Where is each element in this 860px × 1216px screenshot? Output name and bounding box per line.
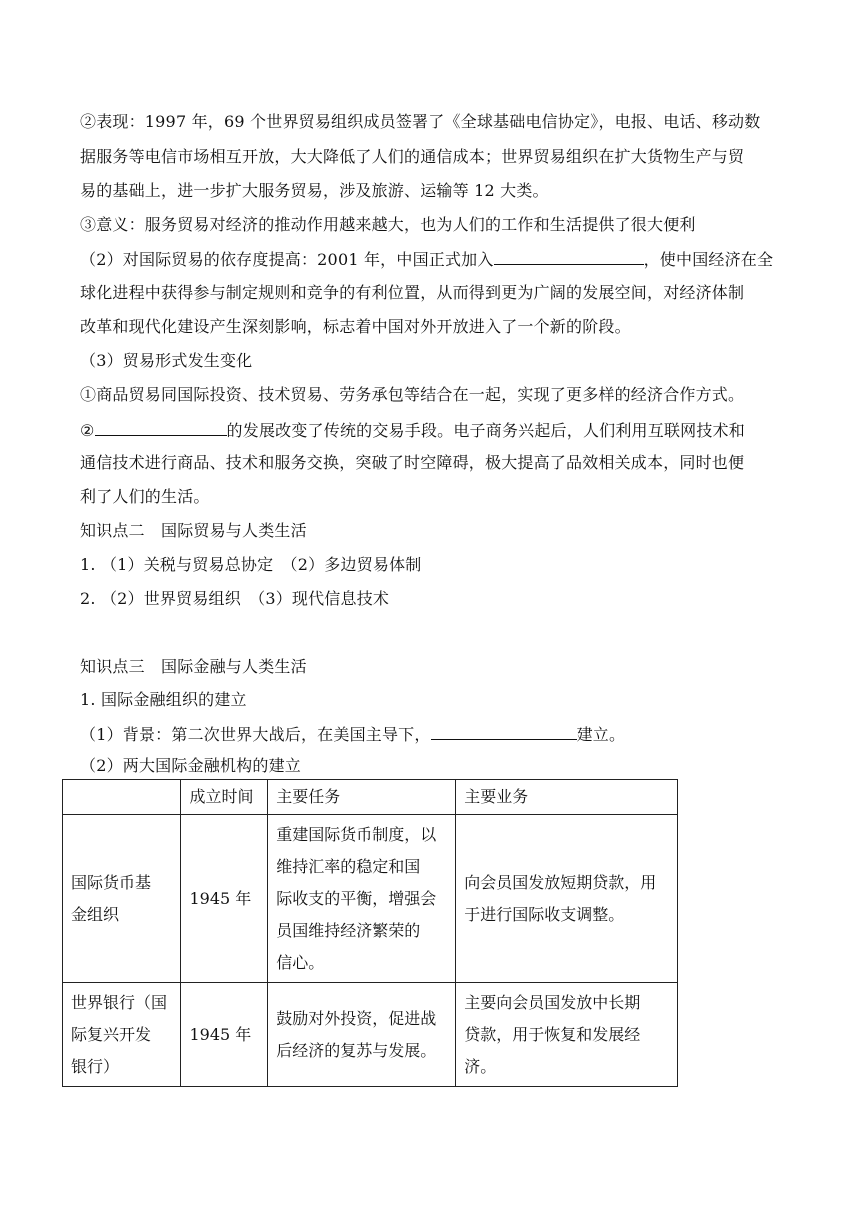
text-line: 利了人们的生活。	[80, 487, 210, 506]
cell-line: 重建国际货币制度，以	[276, 824, 437, 844]
table-header-row	[63, 780, 678, 815]
table-header-cell: 主要业务	[456, 780, 678, 815]
cell-line: 员国维持经济繁荣的	[276, 920, 421, 940]
text-line: 改革和现代化建设产生深刻影响，标志着中国对外开放进入了一个新的阶段。	[80, 317, 631, 336]
text-line: ②表现：1997 年，69 个世界贸易组织成员签署了《全球基础电信协定》，电报、电话、移动数	[80, 112, 761, 131]
section-heading: 知识点二 国际贸易与人类生活	[80, 521, 307, 540]
text-line: ①商品贸易同国际投资、技术贸易、劳务承包等结合在一起，实现了更多样的经济合作方式。	[80, 385, 745, 404]
text-line: 通信技术进行商品、技术和服务交换，突破了时空障碍，极大提高了品效相关成本，同时也便	[80, 453, 745, 472]
main-business-cell	[456, 983, 678, 1087]
cell-line: 银行）	[71, 1056, 120, 1076]
text-line: 易的基础上，进一步扩大服务贸易，涉及旅游、运输等 12 大类。	[80, 181, 549, 200]
main-business-cell	[456, 815, 678, 983]
cell-line: 鼓励对外投资，促进战	[276, 1008, 437, 1028]
institution-name-cell	[63, 983, 181, 1087]
cell-line: 际收支的平衡，增强会	[276, 888, 437, 908]
text-segment: ，使中国经济在全	[643, 250, 774, 269]
institutions-table	[62, 779, 678, 1087]
table-header-cell	[63, 780, 181, 815]
answer-line: 1. （1）关税与贸易总协定 （2）多边贸易体制	[80, 555, 422, 574]
cell-line: 贷款，用于恢复和发展经	[464, 1024, 641, 1044]
table-header-cell: 成立时间	[181, 780, 268, 815]
main-task-cell	[268, 983, 456, 1087]
text-segment: ②	[80, 421, 95, 440]
institution-name-cell	[63, 815, 181, 983]
cell-line: 维持汇率的稳定和国	[276, 856, 421, 876]
founding-year-cell: 1945 年	[181, 815, 268, 983]
text-line: 1. 国际金融组织的建立	[80, 690, 247, 709]
founding-year-cell: 1945 年	[181, 983, 268, 1087]
table-row	[63, 983, 678, 1087]
text-line: 据服务等电信市场相互开放，大大降低了人们的通信成本；世界贸易组织在扩大货物生产与贸	[80, 147, 745, 166]
table-row	[63, 815, 678, 983]
answer-line: 2. （2）世界贸易组织 （3）现代信息技术	[80, 589, 390, 608]
text-line-background	[80, 723, 786, 745]
fill-blank[interactable]	[431, 723, 577, 740]
cell-line: 国际货币基	[71, 872, 152, 892]
cell-line: 际复兴开发	[71, 1024, 152, 1044]
fill-blank[interactable]	[95, 419, 227, 436]
text-segment: （2）对国际贸易的依存度提高：2001 年，中国正式加入	[80, 250, 494, 269]
text-segment: 建立。	[576, 725, 626, 744]
text-line: 球化进程中获得参与制定规则和竞争的有利位置，从而得到更为广阔的发展空间，对经济体制	[80, 283, 745, 302]
fill-blank[interactable]	[494, 248, 644, 265]
text-line-wto	[80, 248, 786, 270]
text-line: ③意义：服务贸易对经济的推动作用越来越大，也为人们的工作和生活提供了很大便利	[80, 215, 696, 234]
text-line: （3）贸易形式发生变化	[80, 351, 253, 370]
text-segment: 的发展改变了传统的交易手段。电子商务兴起后，人们利用互联网技术和	[226, 421, 745, 440]
table-header-cell: 主要任务	[268, 780, 456, 815]
text-line: （2）两大国际金融机构的建立	[80, 756, 301, 775]
text-line-it	[80, 419, 786, 441]
cell-line: 世界银行（国	[71, 992, 168, 1012]
cell-line: 向会员国发放短期贷款，用	[464, 872, 657, 892]
main-task-cell	[268, 815, 456, 983]
cell-line: 金组织	[71, 904, 120, 924]
text-segment: （1）背景：第二次世界大战后，在美国主导下，	[80, 725, 431, 744]
cell-line: 信心。	[276, 952, 325, 972]
cell-line: 后经济的复苏与发展。	[276, 1040, 437, 1060]
cell-line: 济。	[464, 1056, 497, 1076]
cell-line: 于进行国际收支调整。	[464, 904, 625, 924]
cell-line: 主要向会员国发放中长期	[464, 992, 641, 1012]
section-heading: 知识点三 国际金融与人类生活	[80, 657, 307, 676]
